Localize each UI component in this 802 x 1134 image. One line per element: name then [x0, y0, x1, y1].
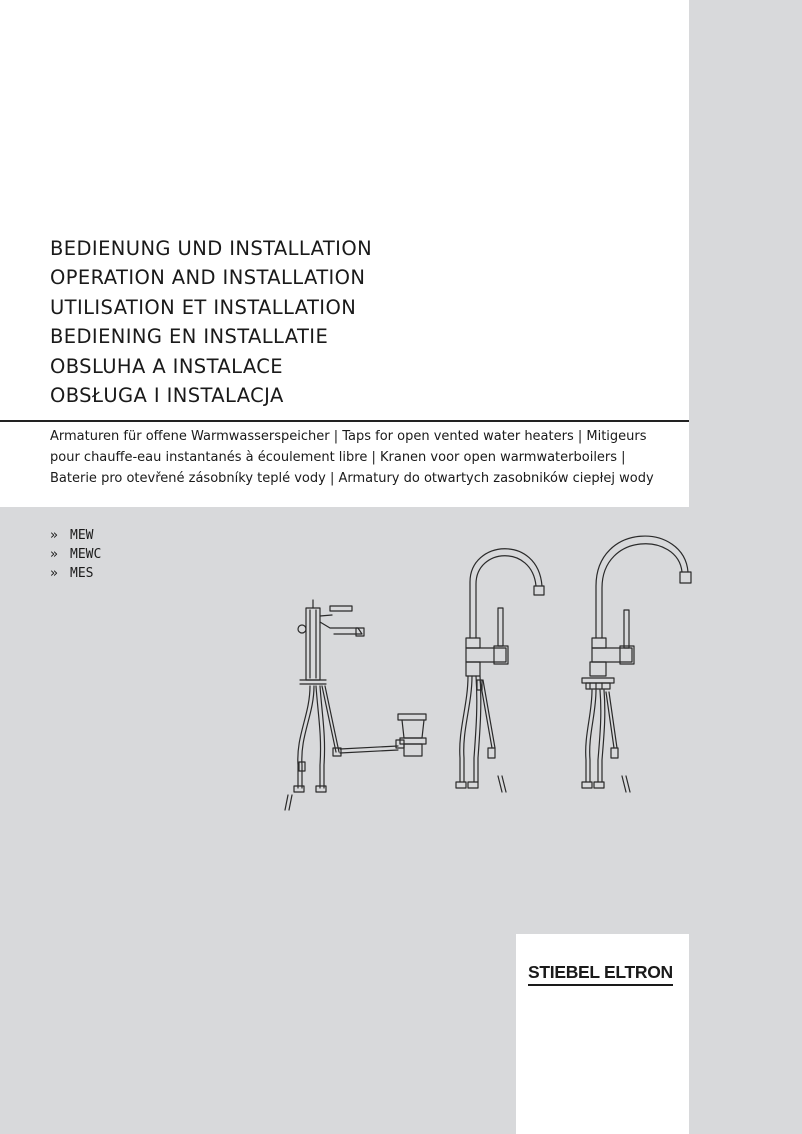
model-name: MEW: [70, 528, 94, 543]
title-cs: OBSLUHA A INSTALACE: [50, 354, 283, 378]
stiebel-eltron-logo: STIEBEL ELTRON: [528, 962, 673, 986]
tap-mew-icon: [285, 600, 426, 810]
tap-mes-icon: [582, 536, 691, 792]
model-name: MES: [70, 566, 94, 581]
title-pl: OBSŁUGA I INSTALACJA: [50, 384, 284, 408]
title-nl: BEDIENING EN INSTALLATIE: [50, 325, 329, 349]
title-fr: UTILISATION ET INSTALLATION: [50, 295, 357, 319]
title-de: BEDIENUNG UND INSTALLATION: [50, 237, 373, 260]
tap-mewc-icon: [456, 549, 544, 792]
model-item: [50, 545, 101, 564]
bullet-marker: »: [50, 566, 58, 581]
bullet-marker: »: [50, 547, 58, 562]
model-name: MEWC: [70, 547, 102, 562]
model-list: [50, 526, 101, 583]
title-en: OPERATION AND INSTALLATION: [50, 266, 366, 290]
bullet-marker: »: [50, 528, 58, 543]
tap-illustrations: [270, 530, 710, 820]
model-item: [50, 564, 101, 583]
product-subtitle: Armaturen für offene Warmwasserspeicher | Taps for open vented water heaters | Mitigeurs pour chauffe-eau instantanés à écoulement libre | Kranen voor open warmwaterboilers | Baterie pro otevřené zásobníky teplé vody | Armatury do otwartych zasobników ciepłej wody: [50, 429, 654, 486]
logo-panel: [516, 934, 689, 1134]
title-divider: [0, 420, 689, 422]
model-item: [50, 526, 101, 545]
document-titles: [50, 234, 372, 410]
